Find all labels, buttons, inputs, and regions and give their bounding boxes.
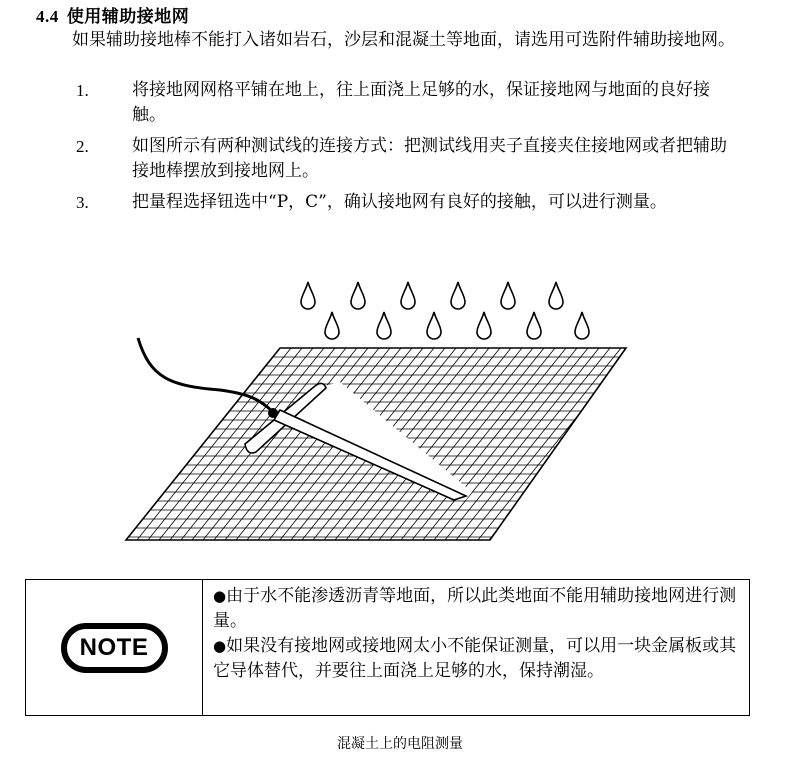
intro-paragraph: 如果辅助接地棒不能打入诸如岩石，沙层和混凝土等地面，请选用可选附件辅助接地网。 bbox=[72, 30, 735, 50]
step-text: 将接地网网格平铺在地上，往上面浇上足够的水，保证接地网与地面的良好接触。 bbox=[132, 80, 710, 125]
note-badge-cell bbox=[26, 580, 203, 715]
note-item bbox=[213, 634, 741, 684]
step-text: 如图所示有两种测试线的连接方式：把测试线用夹子直接夹住接地网或者把辅助接地棒摆放到接地网上。 bbox=[132, 136, 727, 181]
list-item bbox=[36, 134, 756, 184]
step-text: 把量程选择钮选中“P，C”，确认接地网有良好的接触，可以进行测量。 bbox=[132, 192, 667, 212]
note-text: 由于水不能渗透沥青等地面，所以此类地面不能用辅助接地网进行测量。 bbox=[213, 586, 737, 631]
water-drop-icon bbox=[575, 312, 589, 339]
bullet-icon: ● bbox=[213, 637, 227, 655]
note-text: 如果没有接地网或接地网太小不能保证测量，可以用一块金属板或其它导体替代，并要往上面浇上足够的水，保持潮湿。 bbox=[213, 636, 737, 681]
section-heading bbox=[36, 2, 189, 27]
water-drop-icon bbox=[549, 282, 563, 309]
water-drops bbox=[301, 282, 589, 339]
note-badge: NOTE bbox=[61, 623, 168, 673]
section-number: 4.4 bbox=[36, 7, 59, 26]
rod-clip-point bbox=[268, 408, 278, 418]
list-item bbox=[36, 190, 756, 215]
list-item bbox=[36, 78, 756, 128]
water-drop-icon bbox=[527, 312, 541, 339]
step-number: 2. bbox=[76, 137, 89, 156]
water-drop-icon bbox=[401, 282, 415, 309]
water-drop-icon bbox=[501, 282, 515, 309]
step-number: 3. bbox=[76, 193, 89, 212]
section-title: 使用辅助接地网 bbox=[66, 7, 190, 27]
water-drop-icon bbox=[477, 312, 491, 339]
test-lead-cable bbox=[138, 338, 272, 411]
water-drop-icon bbox=[351, 282, 365, 309]
ground-grid-illustration-icon bbox=[110, 268, 640, 553]
water-drop-icon bbox=[301, 282, 315, 309]
ground-grid-figure bbox=[110, 268, 640, 557]
water-drop-icon bbox=[427, 312, 441, 339]
note-content bbox=[203, 580, 749, 715]
figure-caption: 混凝土上的电阻测量 bbox=[337, 736, 463, 752]
water-drop-icon bbox=[377, 312, 391, 339]
note-item bbox=[213, 584, 741, 634]
water-drop-icon bbox=[451, 282, 465, 309]
steps-list bbox=[36, 78, 756, 221]
water-drop-icon bbox=[325, 312, 339, 339]
note-box bbox=[25, 579, 750, 716]
step-number: 1. bbox=[76, 81, 89, 100]
bullet-icon: ● bbox=[213, 587, 227, 605]
